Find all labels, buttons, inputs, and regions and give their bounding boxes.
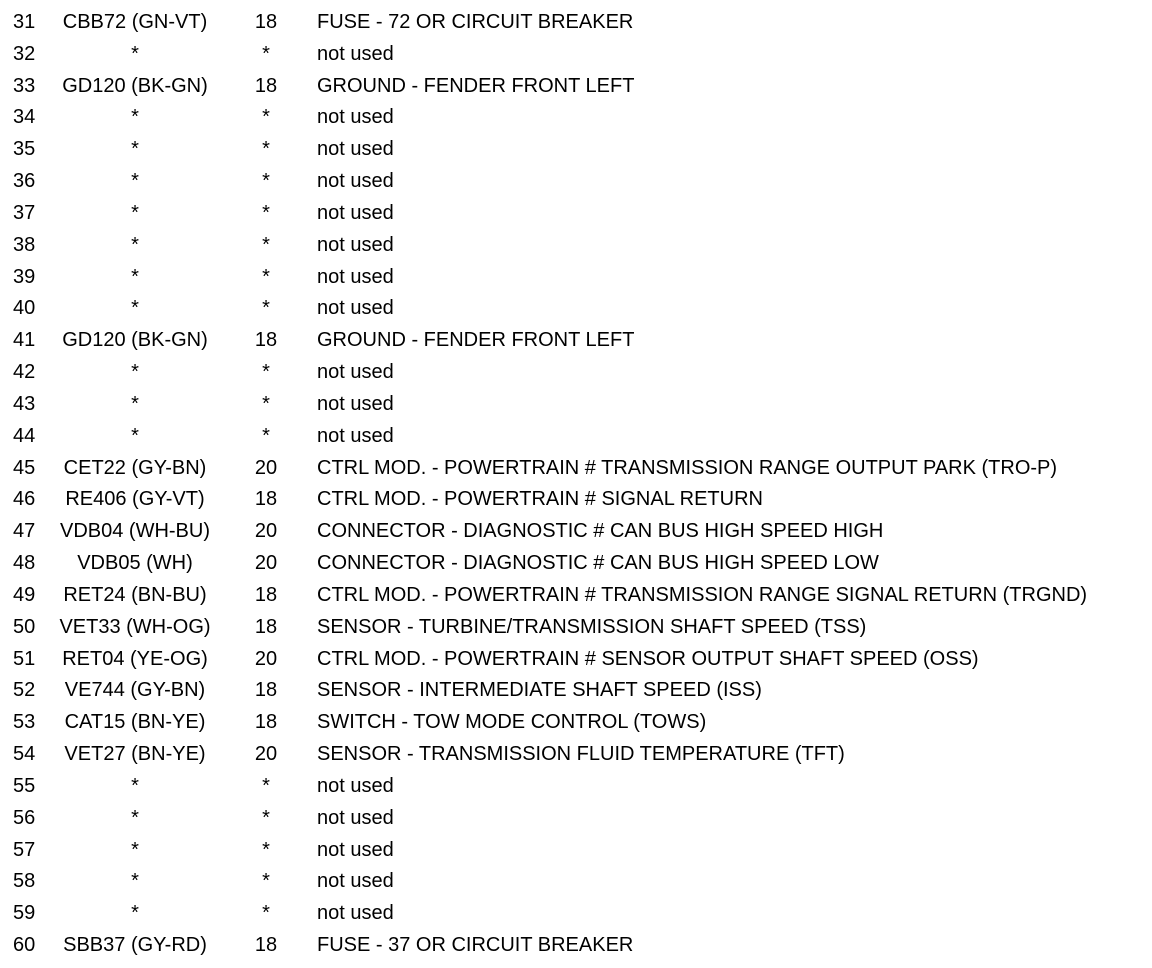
table-row — [0, 612, 1152, 644]
wire-gauge: 18 — [254, 679, 278, 702]
circuit-description: SWITCH - TOW MODE CONTROL (TOWS) — [317, 711, 707, 734]
pin-number: 39 — [13, 265, 36, 288]
pin-number: 55 — [13, 774, 36, 797]
circuit-code: * — [131, 361, 139, 384]
table-row — [0, 71, 1152, 103]
pin-number: 49 — [13, 583, 36, 606]
pin-number: 43 — [13, 392, 36, 415]
circuit-code: * — [131, 138, 139, 161]
pin-number: 42 — [13, 361, 36, 384]
table-row — [0, 675, 1152, 707]
circuit-code: * — [131, 392, 139, 415]
pin-number: 60 — [13, 934, 36, 957]
circuit-description: GROUND - FENDER FRONT LEFT — [317, 329, 635, 352]
circuit-code: * — [131, 201, 139, 224]
table-row — [0, 898, 1152, 930]
table-row — [0, 866, 1152, 898]
table-row — [0, 357, 1152, 389]
wire-gauge: 18 — [254, 711, 278, 734]
circuit-code: CBB72 (GN-VT) — [62, 11, 208, 33]
pin-number: 58 — [13, 870, 36, 893]
circuit-description: not used — [317, 392, 394, 415]
wire-gauge: * — [262, 774, 270, 797]
pin-number: 37 — [13, 201, 36, 224]
wire-gauge: * — [262, 42, 270, 65]
table-row — [0, 39, 1152, 71]
circuit-description: SENSOR - TRANSMISSION FLUID TEMPERATURE (TFT) — [317, 743, 845, 766]
wire-gauge: 18 — [254, 583, 278, 606]
circuit-code: CAT15 (BN-YE) — [64, 711, 206, 734]
circuit-code: RE406 (GY-VT) — [65, 488, 205, 511]
pin-number: 33 — [13, 74, 36, 97]
wire-gauge: 20 — [254, 552, 278, 575]
table-row — [0, 389, 1152, 421]
circuit-description: not used — [317, 138, 394, 161]
circuit-description: SENSOR - INTERMEDIATE SHAFT SPEED (ISS) — [317, 679, 762, 702]
table-row — [0, 262, 1152, 294]
circuit-code: VE744 (GY-BN) — [64, 679, 206, 702]
table-row — [0, 484, 1152, 516]
circuit-code: CET22 (GY-BN) — [63, 456, 207, 479]
wire-gauge: 18 — [254, 615, 278, 638]
wire-gauge: 18 — [254, 934, 278, 957]
wire-gauge: 20 — [254, 456, 278, 479]
pin-number: 52 — [13, 679, 36, 702]
table-row — [0, 7, 1152, 39]
table-row — [0, 230, 1152, 262]
wire-gauge: 18 — [254, 11, 278, 33]
table-row — [0, 516, 1152, 548]
pin-number: 41 — [13, 329, 36, 352]
circuit-description: not used — [317, 106, 394, 129]
pin-number: 36 — [13, 170, 36, 193]
circuit-code: * — [131, 265, 139, 288]
circuit-description: not used — [317, 297, 394, 320]
pin-number: 34 — [13, 106, 36, 129]
circuit-description: FUSE - 72 OR CIRCUIT BREAKER — [317, 11, 634, 33]
pin-number: 47 — [13, 520, 36, 543]
wire-gauge: * — [262, 106, 270, 129]
circuit-description: not used — [317, 361, 394, 384]
circuit-description: not used — [317, 170, 394, 193]
wire-gauge: 18 — [254, 488, 278, 511]
pin-number: 59 — [13, 902, 36, 925]
wire-gauge: * — [262, 424, 270, 447]
table-row — [0, 102, 1152, 134]
circuit-description: not used — [317, 201, 394, 224]
pin-number: 50 — [13, 615, 36, 638]
circuit-description: not used — [317, 774, 394, 797]
wire-gauge: * — [262, 902, 270, 925]
wire-gauge: * — [262, 838, 270, 861]
wire-gauge: * — [262, 201, 270, 224]
circuit-description: CTRL MOD. - POWERTRAIN # SENSOR OUTPUT SHAFT SPEED (OSS) — [317, 647, 979, 670]
pin-number: 31 — [13, 11, 36, 33]
wire-gauge: 18 — [254, 329, 278, 352]
pin-number: 53 — [13, 711, 36, 734]
circuit-description: CTRL MOD. - POWERTRAIN # TRANSMISSION RANGE SIGNAL RETURN (TRGND) — [317, 583, 1088, 606]
table-row — [0, 198, 1152, 230]
table-row — [0, 453, 1152, 485]
wire-gauge: * — [262, 870, 270, 893]
circuit-code: * — [131, 774, 139, 797]
pin-number: 54 — [13, 743, 36, 766]
wire-gauge: * — [262, 392, 270, 415]
circuit-description: not used — [317, 902, 394, 925]
circuit-code: * — [131, 806, 139, 829]
circuit-code: * — [131, 424, 139, 447]
pin-number: 45 — [13, 456, 36, 479]
circuit-code: VET33 (WH-OG) — [59, 615, 211, 638]
pin-number: 48 — [13, 552, 36, 575]
wire-gauge: * — [262, 361, 270, 384]
table-row — [0, 771, 1152, 803]
circuit-code: * — [131, 902, 139, 925]
table-row — [0, 803, 1152, 835]
table-row — [0, 580, 1152, 612]
wire-gauge: 20 — [254, 647, 278, 670]
wire-gauge: * — [262, 138, 270, 161]
pin-number: 46 — [13, 488, 36, 511]
circuit-description: CONNECTOR - DIAGNOSTIC # CAN BUS HIGH SPEED HIGH — [317, 520, 884, 543]
table-row — [0, 134, 1152, 166]
pin-number: 51 — [13, 647, 36, 670]
wire-gauge: 20 — [254, 743, 278, 766]
circuit-description: CONNECTOR - DIAGNOSTIC # CAN BUS HIGH SPEED LOW — [317, 552, 879, 575]
pin-number: 35 — [13, 138, 36, 161]
circuit-description: not used — [317, 870, 394, 893]
circuit-description: not used — [317, 806, 394, 829]
circuit-description: CTRL MOD. - POWERTRAIN # SIGNAL RETURN — [317, 488, 763, 511]
circuit-code: RET04 (YE-OG) — [62, 647, 208, 670]
circuit-description: CTRL MOD. - POWERTRAIN # TRANSMISSION RANGE OUTPUT PARK (TRO-P) — [317, 456, 1058, 479]
circuit-code: GD120 (BK-GN) — [62, 74, 208, 97]
table-row — [0, 835, 1152, 867]
pin-number: 57 — [13, 838, 36, 861]
wire-gauge: 20 — [254, 520, 278, 543]
circuit-code: VDB04 (WH-BU) — [59, 520, 210, 543]
circuit-code: * — [131, 838, 139, 861]
wire-gauge: * — [262, 265, 270, 288]
pin-number: 44 — [13, 424, 36, 447]
table-row — [0, 930, 1152, 962]
table-row — [0, 293, 1152, 325]
circuit-code: VET27 (BN-YE) — [64, 743, 206, 766]
circuit-description: FUSE - 37 OR CIRCUIT BREAKER — [317, 934, 634, 957]
table-row — [0, 166, 1152, 198]
circuit-code: * — [131, 170, 139, 193]
table-row — [0, 644, 1152, 676]
table-row — [0, 707, 1152, 739]
table-row — [0, 325, 1152, 357]
circuit-description: not used — [317, 424, 394, 447]
circuit-description: not used — [317, 838, 394, 861]
circuit-code: * — [131, 297, 139, 320]
pin-number: 56 — [13, 806, 36, 829]
circuit-code: SBB37 (GY-RD) — [63, 934, 207, 957]
circuit-description: not used — [317, 233, 394, 256]
circuit-code: GD120 (BK-GN) — [62, 329, 208, 352]
wire-gauge: * — [262, 233, 270, 256]
wire-gauge: * — [262, 170, 270, 193]
circuit-code: * — [131, 870, 139, 893]
circuit-description: not used — [317, 42, 394, 65]
connector-pinout-table — [0, 7, 1152, 962]
wire-gauge: * — [262, 297, 270, 320]
circuit-code: * — [131, 233, 139, 256]
table-row — [0, 421, 1152, 453]
circuit-description: SENSOR - TURBINE/TRANSMISSION SHAFT SPEED (TSS) — [317, 615, 867, 638]
pin-number: 32 — [13, 42, 36, 65]
circuit-code: RET24 (BN-BU) — [63, 583, 207, 606]
circuit-description: not used — [317, 265, 394, 288]
circuit-code: VDB05 (WH) — [77, 552, 193, 575]
pin-number: 40 — [13, 297, 36, 320]
table-row — [0, 739, 1152, 771]
wire-gauge: * — [262, 806, 270, 829]
circuit-code: * — [131, 42, 139, 65]
circuit-code: * — [131, 106, 139, 129]
table-row — [0, 548, 1152, 580]
circuit-description: GROUND - FENDER FRONT LEFT — [317, 74, 635, 97]
pin-number: 38 — [13, 233, 36, 256]
wire-gauge: 18 — [254, 74, 278, 97]
